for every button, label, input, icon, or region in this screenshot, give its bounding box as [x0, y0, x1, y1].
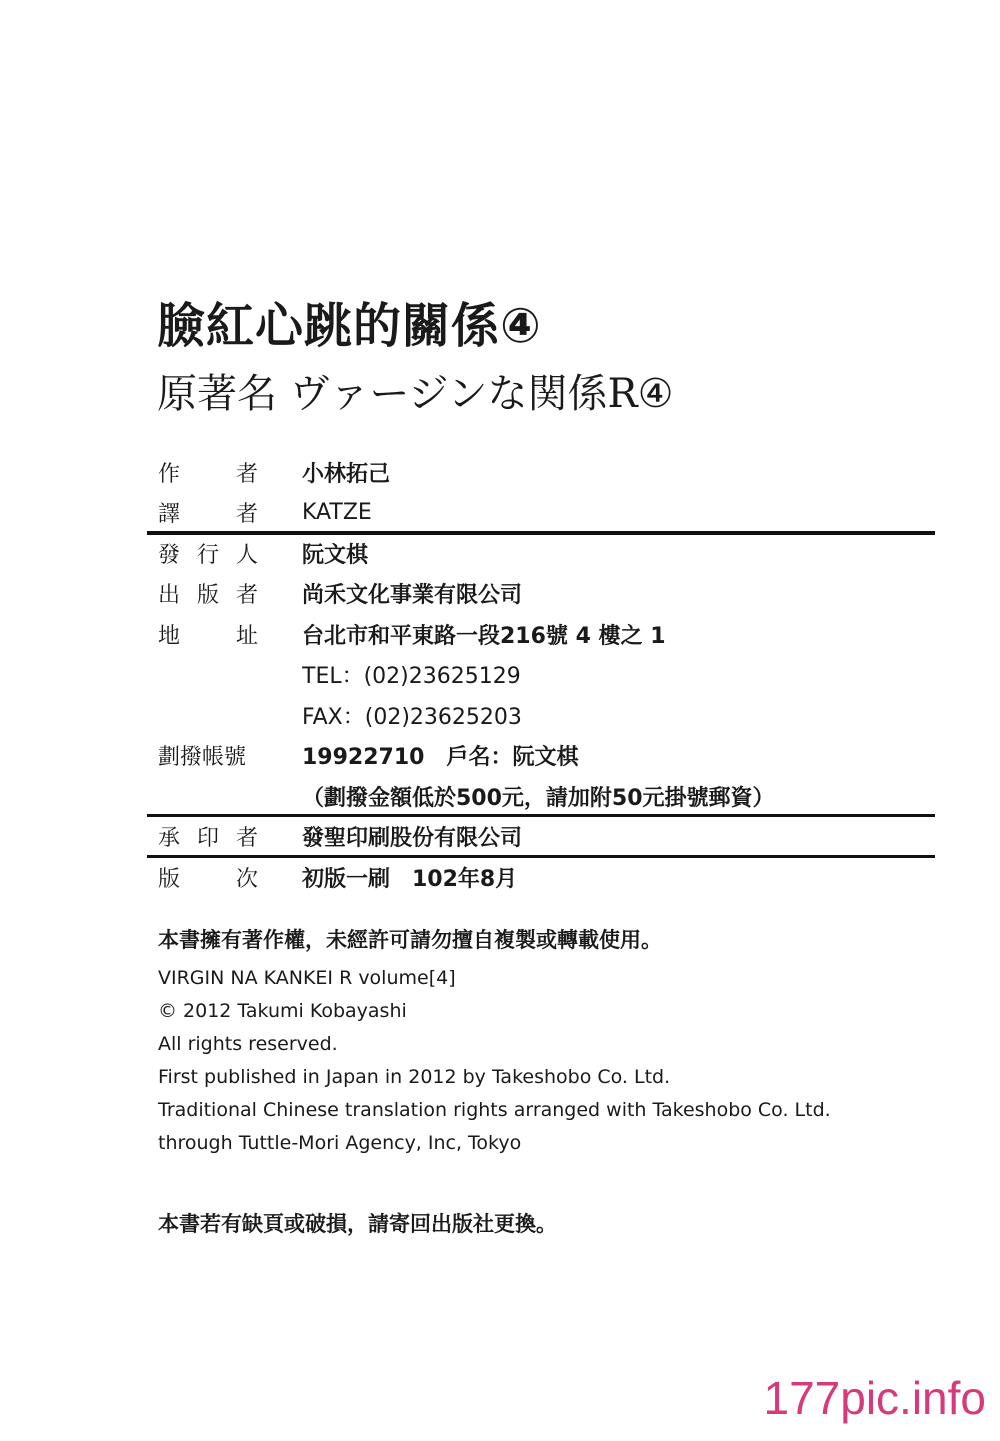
credit-row	[158, 452, 934, 493]
copyright-line: Traditional Chinese translation rights arranged with Takeshobo Co. Ltd.	[158, 1099, 831, 1121]
copyright-line: through Tuttle-Mori Agency, Inc, Tokyo	[158, 1132, 522, 1154]
book-title: 臉紅心跳的關係④	[157, 298, 542, 354]
credit-label	[158, 538, 258, 569]
credit-label-char: 作	[158, 461, 181, 487]
credit-label-char: 者	[235, 461, 258, 487]
credit-label-char: 者	[235, 502, 258, 528]
copyright-notice: 本書擁有著作權，未經許可請勿擅自複製或轉載使用。	[158, 928, 662, 952]
credit-value: KATZE	[302, 500, 372, 526]
credit-label	[158, 457, 258, 488]
credit-label	[158, 497, 258, 528]
credit-label-char: 承	[158, 826, 181, 852]
defect-notice: 本書若有缺頁或破損，請寄回出版社更換。	[158, 1212, 557, 1236]
credit-label-char: 者	[235, 826, 258, 852]
copyright-line: VIRGIN NA KANKEI R volume[4]	[158, 967, 456, 989]
credit-label-char: 譯	[158, 502, 181, 528]
credit-value: 尚禾文化事業有限公司	[302, 583, 523, 609]
credit-label-char: 行	[196, 542, 219, 568]
copyright-block	[158, 924, 831, 1160]
credit-value: 阮文棋	[302, 542, 369, 568]
copyright-line: All rights reserved.	[158, 1033, 338, 1055]
credit-label-char: 劃撥帳號	[158, 745, 247, 771]
credit-value: 19922710 戶名：阮文棋	[302, 745, 579, 771]
credit-label-char: 地	[158, 623, 181, 649]
credit-row	[158, 736, 934, 777]
credit-label-char: 次	[235, 866, 258, 892]
credit-label-char: 發	[158, 542, 181, 568]
credit-row	[158, 574, 934, 615]
credit-value: （劃撥金額低於500元，請加附50元掛號郵資）	[302, 785, 775, 811]
credit-value: FAX：(02)23625203	[302, 704, 522, 730]
credit-label-char: 版	[196, 583, 219, 609]
copyright-line: First published in Japan in 2012 by Takeshobo Co. Ltd.	[158, 1066, 671, 1088]
credit-label-char: 版	[158, 866, 181, 892]
credit-label-char: 址	[235, 623, 258, 649]
credit-value: 發聖印刷股份有限公司	[302, 826, 523, 852]
rule-after-printer	[147, 855, 935, 858]
credit-label-char: 印	[196, 826, 219, 852]
credit-value: 台北市和平東路一段216號 4 樓之 1	[302, 623, 666, 649]
credits-table	[158, 452, 934, 898]
credit-row	[158, 655, 934, 696]
credit-row	[158, 614, 934, 655]
credit-label-char: 者	[235, 583, 258, 609]
credit-value: TEL：(02)23625129	[302, 664, 521, 690]
rule-before-printer	[147, 814, 935, 817]
credit-value: 初版一刷 102年8月	[302, 866, 518, 892]
rule-after-translator	[147, 531, 935, 535]
credit-label-char: 人	[235, 542, 258, 568]
credit-label	[158, 578, 258, 609]
credit-row	[158, 533, 934, 574]
original-title: 原著名 ヴァージンな関係R④	[157, 371, 674, 417]
credit-label	[158, 619, 258, 650]
credit-label	[158, 740, 258, 771]
credit-row	[158, 493, 934, 534]
credit-label	[158, 862, 258, 893]
credit-label-char: 出	[158, 583, 181, 609]
credit-row	[158, 695, 934, 736]
credit-row	[158, 817, 934, 858]
watermark-link[interactable]: 177pic.info	[763, 1372, 986, 1424]
copyright-line: © 2012 Takumi Kobayashi	[158, 1000, 407, 1022]
credit-value: 小林拓己	[302, 461, 391, 487]
credit-row	[158, 776, 934, 817]
credit-row	[158, 857, 934, 898]
credit-label	[158, 821, 258, 852]
